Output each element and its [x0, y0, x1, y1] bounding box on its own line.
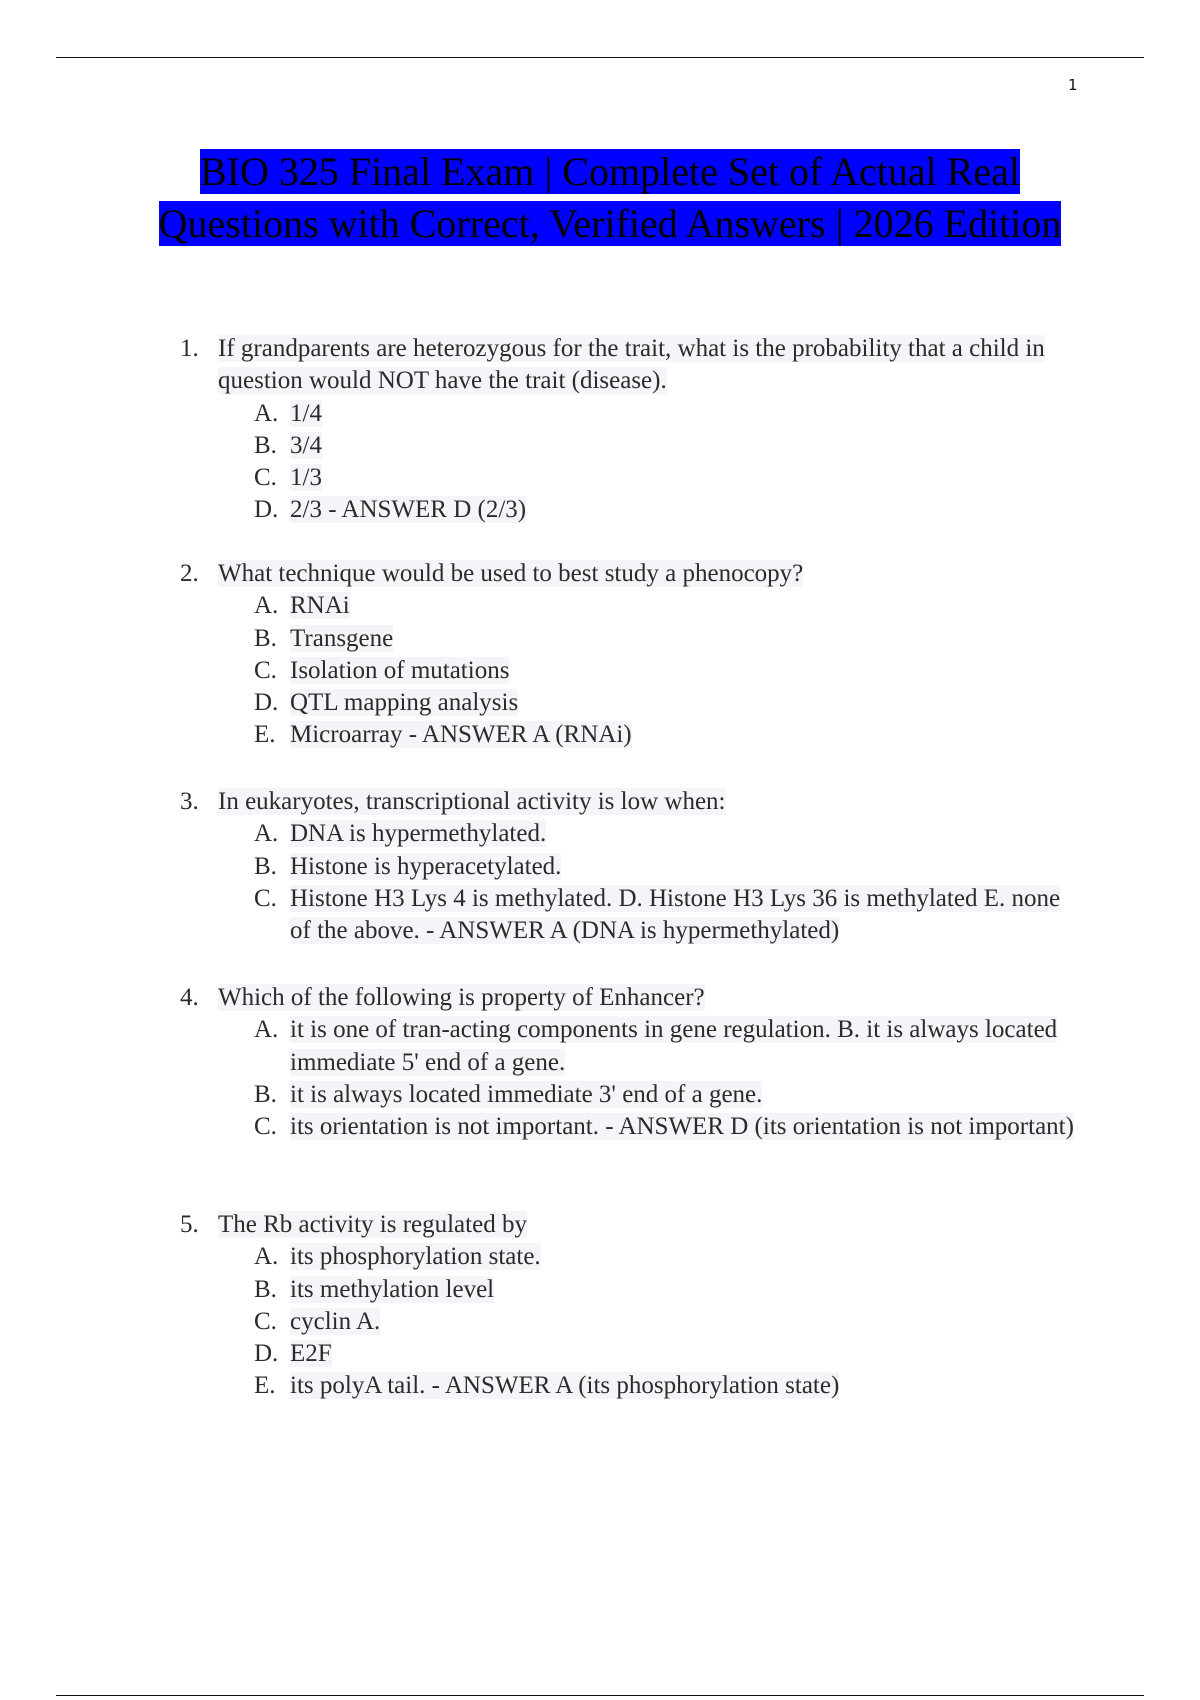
option-letter: D.: [254, 689, 279, 717]
option-letter: B.: [254, 1275, 277, 1303]
option-text: its orientation is not important. - ANSWER D (its orientation is not important): [290, 1113, 1074, 1141]
answer-option: [254, 430, 1080, 462]
option-text: Histone H3 Lys 4 is methylated. D. Histone H3 Lys 36 is methylated E. none of the above. - ANSWER A (DNA is hypermethylated): [290, 884, 1061, 945]
answer-option: [254, 818, 1080, 850]
header-rule: [56, 57, 1144, 58]
answer-option: [254, 1241, 1080, 1273]
option-letter: A.: [254, 1016, 279, 1044]
question-text: Which of the following is property of Enhancer?: [218, 984, 705, 1011]
question-4: [180, 982, 1080, 1143]
question-stem: [180, 333, 1080, 398]
answer-option: [254, 719, 1080, 751]
option-letter: B.: [254, 431, 277, 459]
footer-rule: [56, 1695, 1144, 1696]
question-number: 3.: [180, 788, 199, 815]
question-number: 1.: [180, 335, 199, 362]
option-letter: B.: [254, 624, 277, 652]
question-stem: [180, 982, 1080, 1014]
answer-option: [254, 494, 1080, 526]
question-number: 2.: [180, 560, 199, 587]
option-text: it is one of tran-acting components in gene regulation. B. it is always located immediate 5' end of a gene.: [290, 1016, 1058, 1076]
option-text: 2/3 - ANSWER D (2/3): [290, 496, 527, 524]
answer-option: [254, 851, 1080, 883]
answer-option: [254, 1306, 1080, 1338]
answer-option: [254, 1338, 1080, 1370]
option-letter: B.: [254, 852, 277, 880]
answer-options: [254, 398, 1080, 527]
answer-option: [254, 1274, 1080, 1306]
option-text: E2F: [290, 1340, 332, 1368]
option-letter: C.: [254, 1113, 277, 1141]
question-text: What technique would be used to best study a phenocopy?: [218, 560, 804, 587]
option-letter: C.: [254, 1307, 277, 1335]
document-title-text: BIO 325 Final Exam | Complete Set of Actual Real Questions with Correct, Verified Answers | 2026 Edition: [158, 149, 1062, 246]
option-letter: A.: [254, 592, 279, 620]
option-text: 3/4: [290, 431, 322, 459]
option-letter: C.: [254, 656, 277, 684]
question-number: 4.: [180, 984, 199, 1011]
answer-options: [254, 1241, 1080, 1402]
option-letter: A.: [254, 399, 279, 427]
option-text: 1/3: [290, 464, 322, 492]
option-text: its methylation level: [290, 1275, 495, 1303]
question-3: [180, 786, 1080, 947]
option-text: QTL mapping analysis: [290, 689, 519, 717]
option-letter: E.: [254, 721, 276, 749]
option-letter: D.: [254, 496, 279, 524]
answer-options: [254, 590, 1080, 751]
question-stem: [180, 786, 1080, 818]
option-text: RNAi: [290, 592, 350, 620]
option-letter: E.: [254, 1372, 276, 1400]
answer-option: [254, 462, 1080, 494]
option-letter: C.: [254, 884, 277, 912]
document-title: [150, 146, 1070, 250]
answer-option: [254, 1014, 1080, 1079]
answer-option: [254, 687, 1080, 719]
answer-options: [254, 818, 1080, 947]
question-text: If grandparents are heterozygous for the trait, what is the probability that a child in question would NOT have the trait (disease).: [218, 335, 1045, 395]
question-5: [180, 1209, 1080, 1403]
option-letter: B.: [254, 1080, 277, 1108]
answer-options: [254, 1014, 1080, 1143]
option-letter: C.: [254, 464, 277, 492]
option-letter: A.: [254, 820, 279, 848]
answer-option: [254, 623, 1080, 655]
answer-option: [254, 398, 1080, 430]
option-text: Microarray - ANSWER A (RNAi): [290, 721, 632, 749]
option-letter: A.: [254, 1243, 279, 1271]
option-text: Histone is hyperacetylated.: [290, 852, 562, 880]
option-text: it is always located immediate 3' end of a gene.: [290, 1080, 763, 1108]
question-1: [180, 333, 1080, 527]
option-text: DNA is hypermethylated.: [290, 820, 547, 848]
option-text: its polyA tail. - ANSWER A (its phosphorylation state): [290, 1372, 840, 1400]
page-number: 1: [1068, 76, 1078, 94]
question-stem: [180, 558, 1080, 590]
answer-option: [254, 1111, 1080, 1143]
option-text: Transgene: [290, 624, 394, 652]
question-2: [180, 558, 1080, 752]
answer-option: [254, 1079, 1080, 1111]
option-text: Isolation of mutations: [290, 656, 510, 684]
option-letter: D.: [254, 1340, 279, 1368]
question-number: 5.: [180, 1211, 199, 1238]
answer-option: [254, 590, 1080, 622]
question-text: The Rb activity is regulated by: [218, 1211, 527, 1238]
answer-option: [254, 655, 1080, 687]
answer-option: [254, 1370, 1080, 1402]
answer-option: [254, 883, 1080, 948]
question-text: In eukaryotes, transcriptional activity is low when:: [218, 788, 726, 815]
option-text: its phosphorylation state.: [290, 1243, 541, 1271]
question-stem: [180, 1209, 1080, 1241]
option-text: cyclin A.: [290, 1307, 381, 1335]
option-text: 1/4: [290, 399, 322, 427]
